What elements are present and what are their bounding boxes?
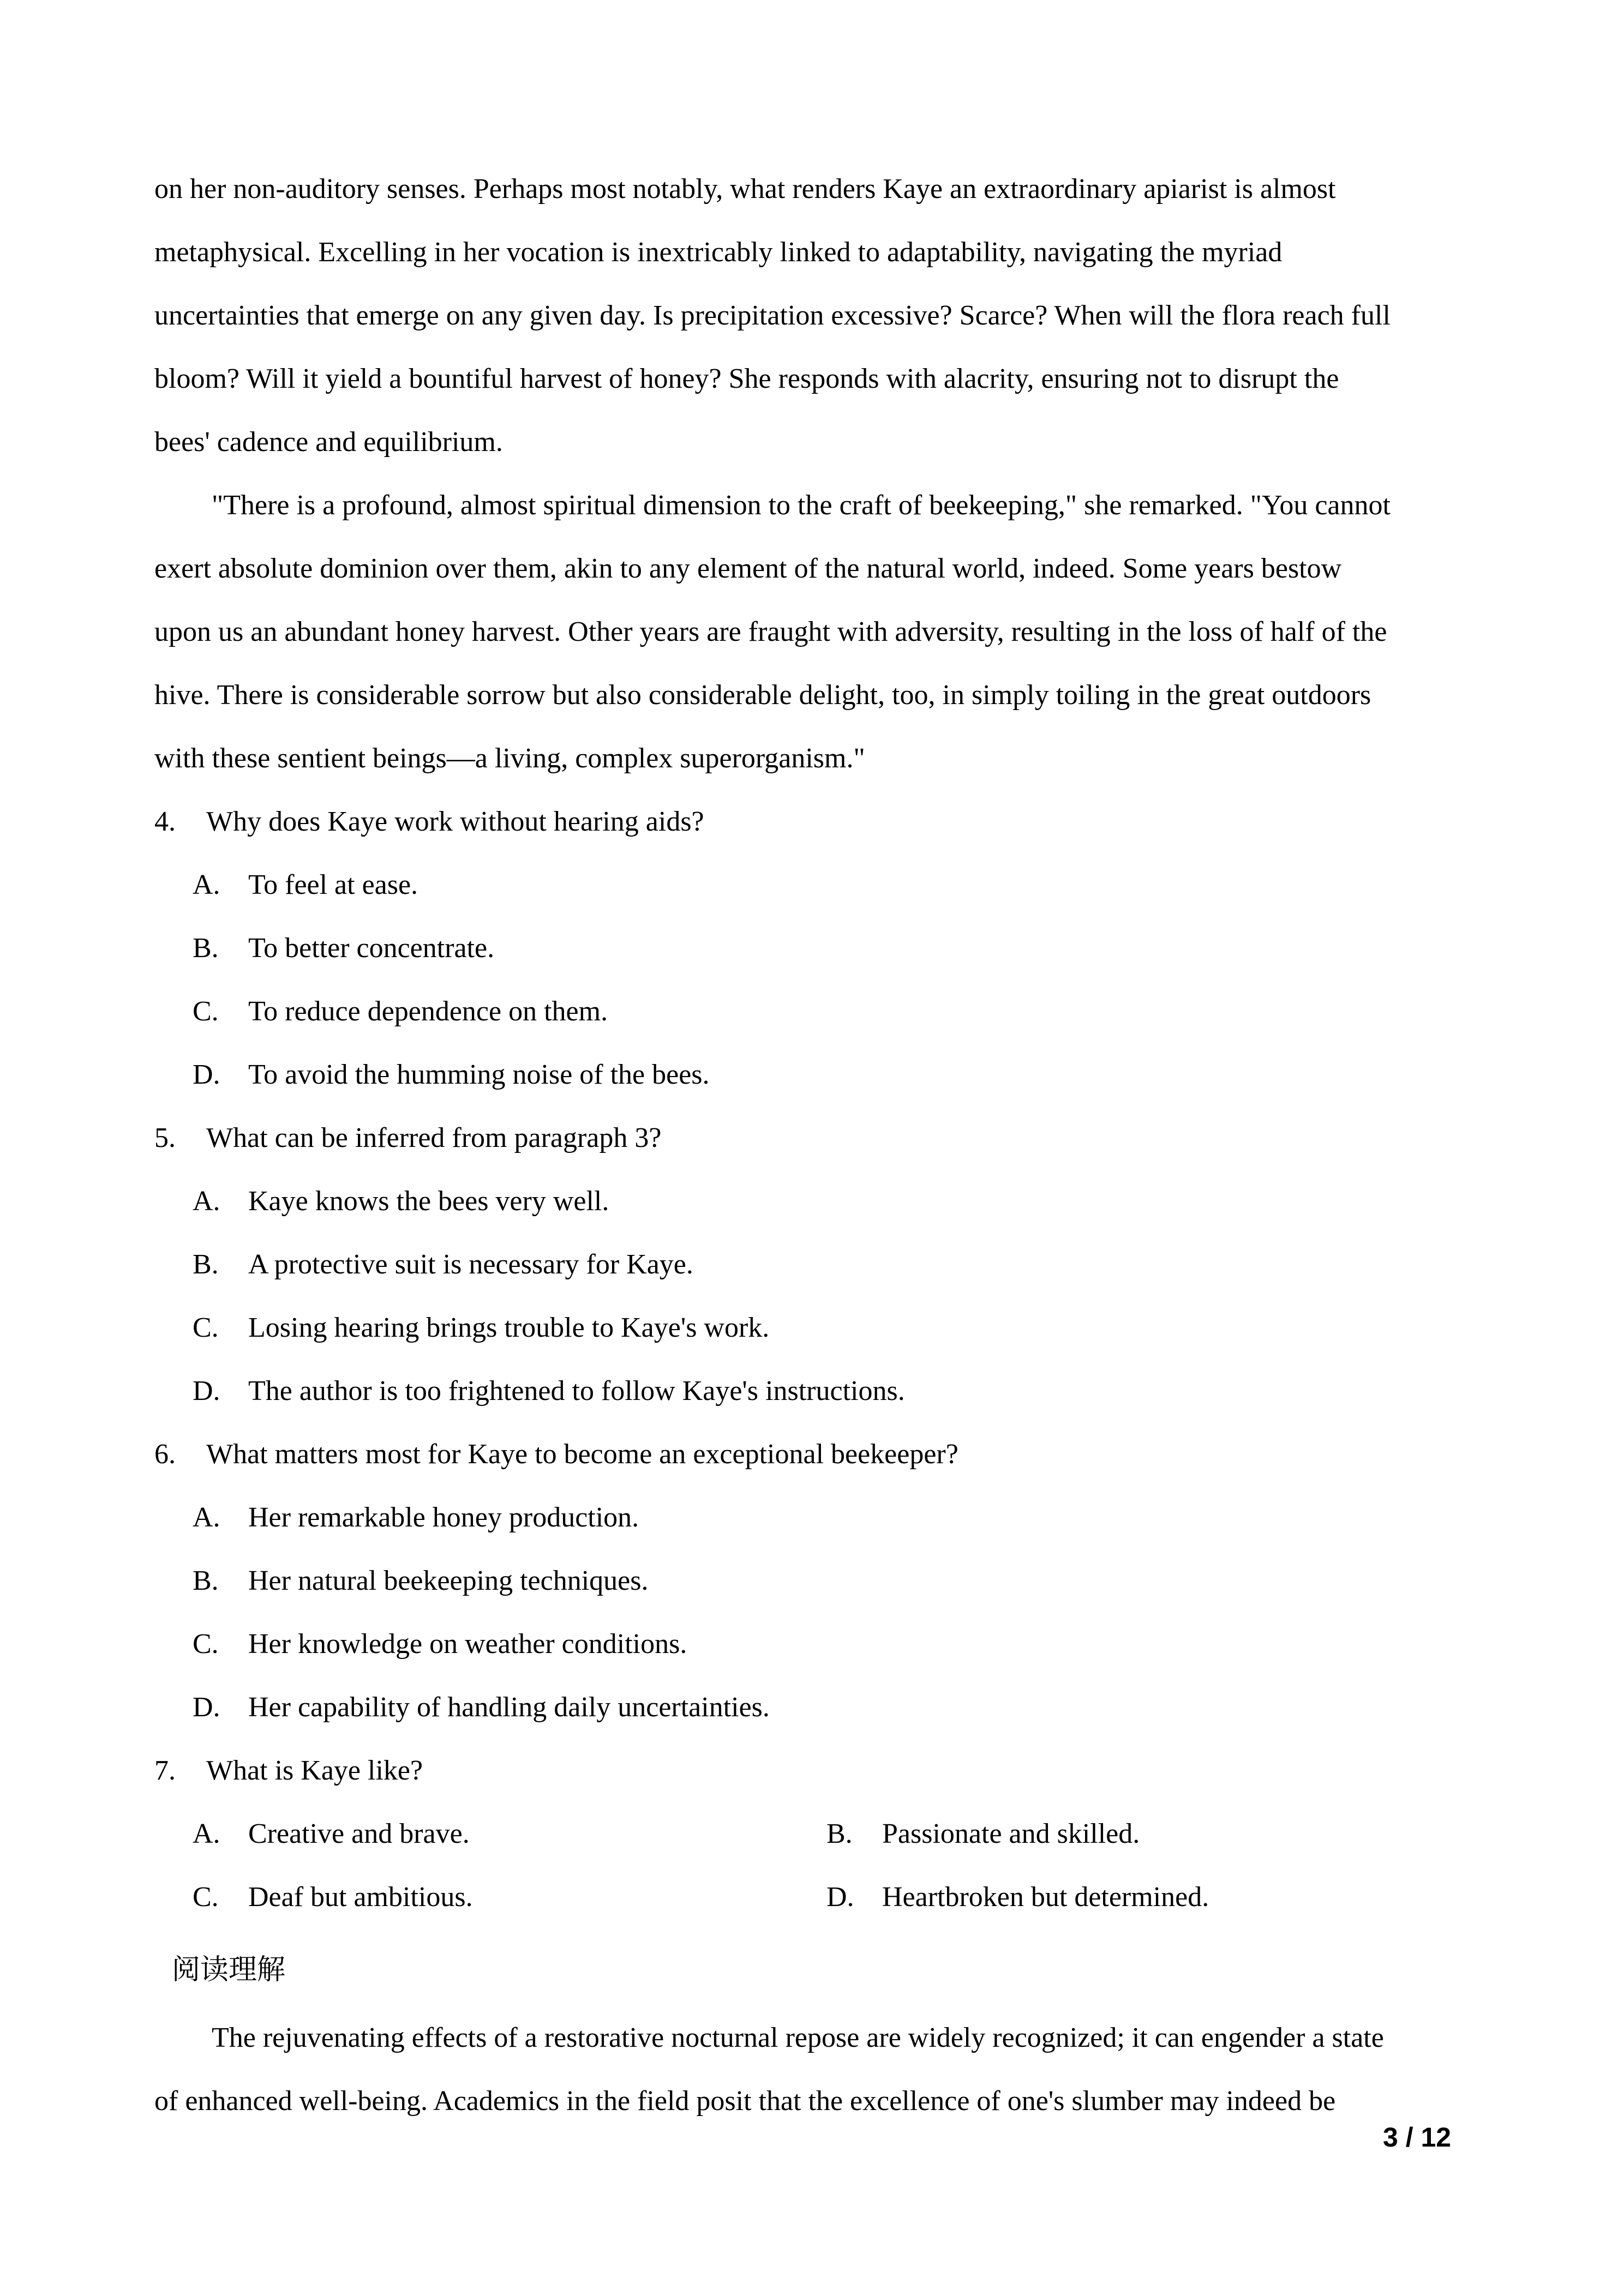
- question-5-option-c: [154, 1296, 1496, 1360]
- question-number: 5.: [154, 1122, 176, 1153]
- question-7: [154, 1739, 1496, 1802]
- question-7-options-row-1: [154, 1802, 1496, 1866]
- option-label: B.: [826, 1818, 853, 1849]
- question-7-option-a: [193, 1802, 826, 1866]
- passage-line: exert absolute dominion over them, akin to any element of the natural world, indeed. Some years bestow: [154, 553, 1342, 584]
- question-text: What is Kaye like?: [206, 1755, 423, 1786]
- option-text: To feel at ease.: [248, 869, 418, 900]
- passage-line: The rejuvenating effects of a restorative nocturnal repose are widely recognized; it can engender a state: [212, 2022, 1384, 2053]
- option-text: Her natural beekeeping techniques.: [248, 1565, 649, 1596]
- question-7-option-b: [826, 1802, 1140, 1866]
- option-text: The author is too frightened to follow Kaye's instructions.: [248, 1375, 905, 1407]
- question-7-option-c: [193, 1866, 826, 1929]
- question-text: What can be inferred from paragraph 3?: [206, 1122, 662, 1153]
- option-text: Kaye knows the bees very well.: [248, 1186, 609, 1217]
- passage-line: metaphysical. Excelling in her vocation is inextricably linked to adaptability, navigating the myriad: [154, 237, 1283, 268]
- page-number: 3 / 12: [1383, 2122, 1452, 2153]
- option-text: To better concentrate.: [248, 933, 495, 964]
- question-number: 6.: [154, 1439, 176, 1470]
- passage-line: "There is a profound, almost spiritual dimension to the craft of beekeeping," she remarked. "You cannot: [212, 490, 1391, 521]
- question-6-option-b: [154, 1549, 1496, 1613]
- question-text: What matters most for Kaye to become an exceptional beekeeper?: [206, 1439, 958, 1470]
- section-label: 阅读理解: [172, 1955, 286, 1986]
- question-7-option-d: [826, 1866, 1209, 1929]
- option-label: A.: [193, 1818, 220, 1849]
- question-4-option-a: [154, 854, 1496, 917]
- question-6-option-d: [154, 1676, 1496, 1739]
- passage-line: upon us an abundant honey harvest. Other years are fraught with adversity, resulting in the loss of half of the: [154, 616, 1387, 647]
- question-4-option-d: [154, 1043, 1496, 1107]
- option-label: B.: [193, 1565, 219, 1596]
- option-label: B.: [193, 933, 219, 964]
- option-label: C.: [193, 1628, 219, 1660]
- passage-line: hive. There is considerable sorrow but also considerable delight, too, in simply toiling in the great outdoors: [154, 680, 1371, 711]
- option-label: B.: [193, 1249, 219, 1280]
- question-number: 7.: [154, 1755, 176, 1786]
- option-text: Heartbroken but determined.: [882, 1882, 1209, 1913]
- option-text: Her knowledge on weather conditions.: [248, 1628, 687, 1660]
- option-label: D.: [826, 1882, 854, 1913]
- option-text: Deaf but ambitious.: [248, 1882, 473, 1913]
- passage-line: of enhanced well-being. Academics in the field posit that the excellence of one's slumber may indeed be: [154, 2085, 1336, 2117]
- option-text: Her remarkable honey production.: [248, 1502, 639, 1533]
- option-label: A.: [193, 869, 220, 900]
- question-7-options-row-2: [154, 1866, 1496, 1929]
- question-5-option-d: [154, 1360, 1496, 1423]
- question-text: Why does Kaye work without hearing aids?: [206, 806, 704, 837]
- option-text: Passionate and skilled.: [882, 1818, 1140, 1849]
- question-number: 4.: [154, 806, 176, 837]
- option-label: C.: [193, 996, 219, 1027]
- option-label: C.: [193, 1882, 219, 1913]
- document-page: [154, 0, 1496, 2133]
- passage-line: on her non-auditory senses. Perhaps most notably, what renders Kaye an extraordinary apiarist is almost: [154, 173, 1336, 205]
- question-4: [154, 790, 1496, 854]
- question-5-option-a: [154, 1170, 1496, 1233]
- option-label: C.: [193, 1312, 219, 1343]
- option-label: D.: [193, 1692, 220, 1723]
- option-text: Losing hearing brings trouble to Kaye's work.: [248, 1312, 770, 1343]
- question-6-option-c: [154, 1613, 1496, 1676]
- question-5-option-b: [154, 1233, 1496, 1296]
- question-4-option-b: [154, 917, 1496, 980]
- option-label: A.: [193, 1502, 220, 1533]
- question-5: [154, 1107, 1496, 1170]
- question-6: [154, 1423, 1496, 1486]
- passage-line: bloom? Will it yield a bountiful harvest of honey? She responds with alacrity, ensuring not to disrupt the: [154, 363, 1339, 394]
- option-text: To avoid the humming noise of the bees.: [248, 1059, 710, 1090]
- option-text: Creative and brave.: [248, 1818, 470, 1849]
- question-4-option-c: [154, 980, 1496, 1043]
- passage-line: uncertainties that emerge on any given day. Is precipitation excessive? Scarce? When will the flora reach full: [154, 300, 1391, 331]
- passage-line: bees' cadence and equilibrium.: [154, 426, 503, 458]
- option-label: D.: [193, 1375, 220, 1407]
- question-6-option-a: [154, 1486, 1496, 1549]
- option-text: To reduce dependence on them.: [248, 996, 608, 1027]
- option-text: A protective suit is necessary for Kaye.: [248, 1249, 693, 1280]
- option-label: A.: [193, 1186, 220, 1217]
- option-text: Her capability of handling daily uncertainties.: [248, 1692, 770, 1723]
- option-label: D.: [193, 1059, 220, 1090]
- passage-line: with these sentient beings—a living, complex superorganism.": [154, 743, 865, 774]
